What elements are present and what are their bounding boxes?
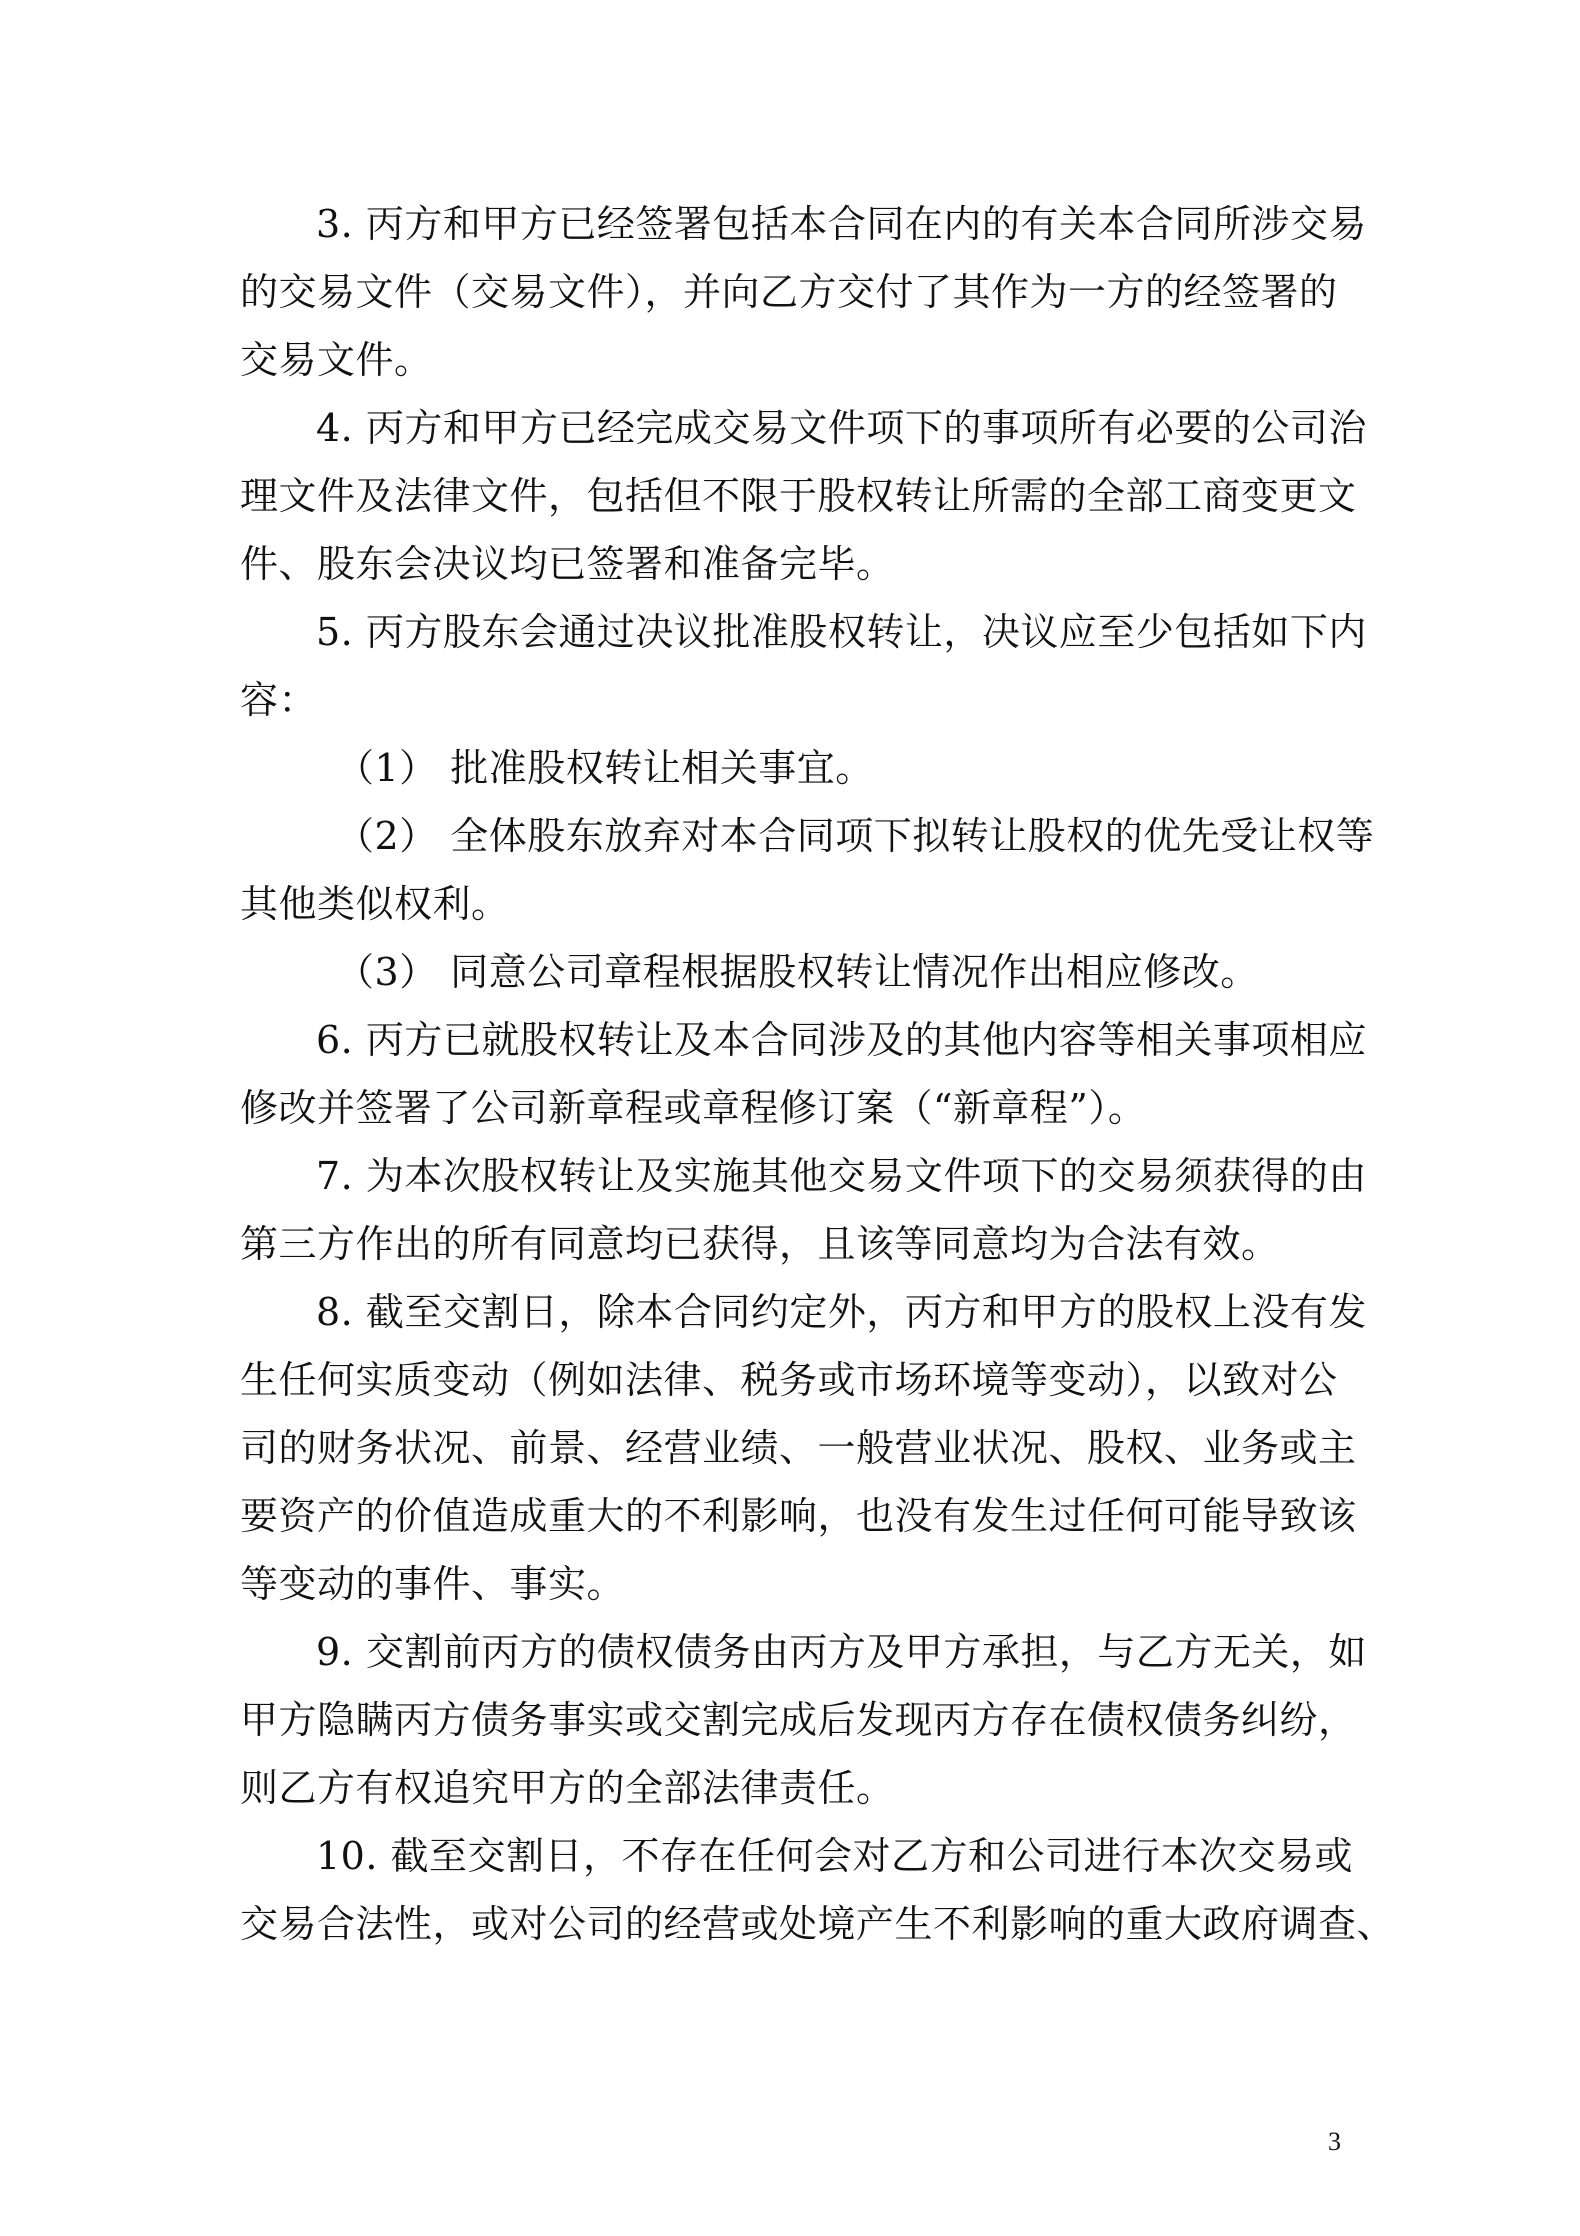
- text-line: 交易文件。: [240, 338, 433, 382]
- page-number: 3: [1328, 2127, 1341, 2156]
- text-line: 生任何实质变动（例如法律、税务或市场环境等变动），以致对公: [240, 1358, 1338, 1402]
- text-line: 司的财务状况、前景、经营业绩、一般营业状况、股权、业务或主: [240, 1426, 1357, 1470]
- body-text: [240, 190, 1396, 1958]
- text-line: 4. 丙方和甲方已经完成交易文件项下的事项所有必要的公司治: [316, 406, 1367, 450]
- text-line: 第三方作出的所有同意均已获得，且该等同意均为合法有效。: [240, 1222, 1280, 1266]
- text-line: （3） 同意公司章程根据股权转让情况作出相应修改。: [336, 950, 1259, 994]
- text-line: 7. 为本次股权转让及实施其他交易文件项下的交易须获得的由: [316, 1154, 1367, 1198]
- text-line: （1） 批准股权转让相关事宜。: [336, 746, 874, 790]
- text-line: 则乙方有权追究甲方的全部法律责任。: [240, 1766, 895, 1810]
- text-line: 甲方隐瞒丙方债务事实或交割完成后发现丙方存在债权债务纠纷，: [240, 1698, 1357, 1742]
- text-line: 3. 丙方和甲方已经签署包括本合同在内的有关本合同所涉交易: [316, 202, 1367, 246]
- text-line: 其他类似权利。: [240, 882, 510, 926]
- text-line: （2） 全体股东放弃对本合同项下拟转让股权的优先受让权等: [336, 814, 1375, 858]
- text-line: 交易合法性，或对公司的经营或处境产生不利影响的重大政府调查、: [240, 1902, 1396, 1946]
- text-line: 等变动的事件、事实。: [240, 1562, 626, 1606]
- text-line: 5. 丙方股东会通过决议批准股权转让，决议应至少包括如下内: [316, 610, 1367, 654]
- text-line: 8. 截至交割日，除本合同约定外，丙方和甲方的股权上没有发: [316, 1290, 1367, 1334]
- text-line: 件、股东会决议均已签署和准备完毕。: [240, 542, 895, 586]
- text-line: 6. 丙方已就股权转让及本合同涉及的其他内容等相关事项相应: [316, 1018, 1367, 1062]
- text-line: 的交易文件（交易文件），并向乙方交付了其作为一方的经签署的: [240, 270, 1338, 314]
- text-line: 10. 截至交割日，不存在任何会对乙方和公司进行本次交易或: [316, 1834, 1354, 1878]
- text-line: 修改并签署了公司新章程或章程修订案（“新章程”）。: [240, 1086, 1147, 1130]
- text-line: 理文件及法律文件，包括但不限于股权转让所需的全部工商变更文: [240, 474, 1357, 518]
- text-line: 9. 交割前丙方的债权债务由丙方及甲方承担，与乙方无关，如: [316, 1630, 1367, 1674]
- text-line: 容：: [240, 678, 318, 722]
- text-line: 要资产的价值造成重大的不利影响，也没有发生过任何可能导致该: [240, 1494, 1357, 1538]
